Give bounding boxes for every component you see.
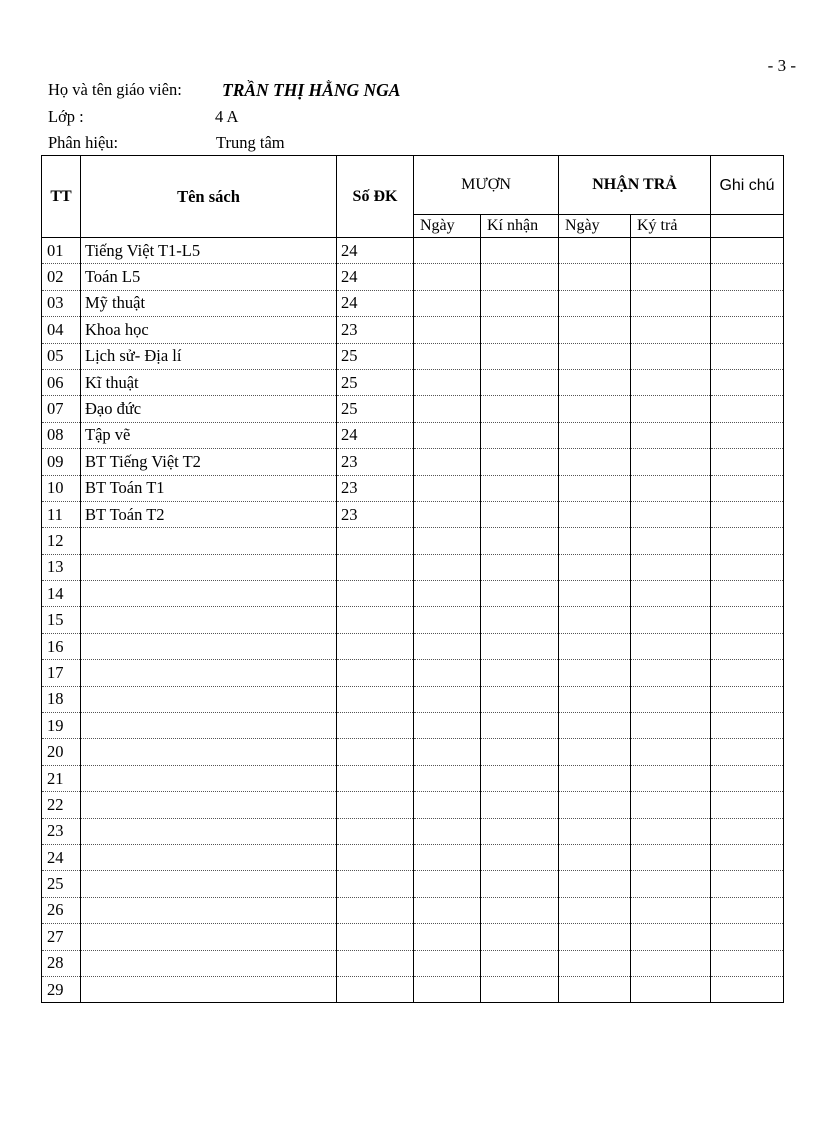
return-date-cell	[559, 475, 631, 501]
registration-count	[337, 660, 414, 686]
return-signature-cell	[631, 950, 711, 976]
table-row	[42, 528, 784, 554]
registration-count	[337, 554, 414, 580]
registration-count	[337, 792, 414, 818]
return-signature-cell	[631, 607, 711, 633]
return-date-cell	[559, 343, 631, 369]
return-signature-cell	[631, 343, 711, 369]
registration-count	[337, 713, 414, 739]
borrow-date-cell	[414, 475, 481, 501]
teacher-label: Họ và tên giáo viên:	[48, 80, 182, 99]
receive-signature-cell	[481, 501, 559, 527]
registration-count: 24	[337, 238, 414, 264]
return-signature-cell	[631, 686, 711, 712]
row-number: 11	[42, 501, 81, 527]
teacher-line	[48, 80, 401, 100]
return-date-cell	[559, 871, 631, 897]
table-row	[42, 739, 784, 765]
return-date-cell	[559, 686, 631, 712]
page-number: - 3 -	[767, 56, 796, 75]
registration-count	[337, 686, 414, 712]
row-number: 02	[42, 264, 81, 290]
borrow-date-cell	[414, 871, 481, 897]
row-number: 06	[42, 369, 81, 395]
book-title	[81, 554, 337, 580]
borrow-date-cell	[414, 713, 481, 739]
table-row	[42, 449, 784, 475]
registration-count	[337, 897, 414, 923]
col-header-note: Ghi chú	[711, 156, 784, 215]
row-number: 04	[42, 317, 81, 343]
book-title: BT Toán T2	[81, 501, 337, 527]
return-date-cell	[559, 238, 631, 264]
registration-count: 25	[337, 343, 414, 369]
table-row	[42, 264, 784, 290]
note-cell	[711, 238, 784, 264]
row-number: 23	[42, 818, 81, 844]
receive-signature-cell	[481, 264, 559, 290]
note-cell	[711, 449, 784, 475]
note-cell	[711, 501, 784, 527]
row-number: 26	[42, 897, 81, 923]
return-signature-cell	[631, 396, 711, 422]
row-number: 22	[42, 792, 81, 818]
borrow-date-cell	[414, 422, 481, 448]
registration-count: 23	[337, 317, 414, 343]
class-line	[48, 107, 239, 127]
registration-count: 23	[337, 475, 414, 501]
note-cell	[711, 871, 784, 897]
row-number: 08	[42, 422, 81, 448]
table-row	[42, 660, 784, 686]
return-date-cell	[559, 765, 631, 791]
row-number: 15	[42, 607, 81, 633]
note-cell	[711, 976, 784, 1002]
note-cell	[711, 343, 784, 369]
receive-signature-cell	[481, 792, 559, 818]
return-signature-cell	[631, 264, 711, 290]
borrow-date-cell	[414, 528, 481, 554]
row-number: 03	[42, 290, 81, 316]
registration-count	[337, 818, 414, 844]
row-number: 14	[42, 581, 81, 607]
book-title: Tiếng Việt T1-L5	[81, 238, 337, 264]
row-number: 17	[42, 660, 81, 686]
return-date-cell	[559, 290, 631, 316]
note-cell	[711, 422, 784, 448]
book-title: Toán L5	[81, 264, 337, 290]
book-title	[81, 976, 337, 1002]
book-title: Khoa học	[81, 317, 337, 343]
row-number: 13	[42, 554, 81, 580]
return-signature-cell	[631, 871, 711, 897]
registration-count	[337, 871, 414, 897]
receive-signature-cell	[481, 396, 559, 422]
borrow-date-cell	[414, 501, 481, 527]
borrow-date-cell	[414, 765, 481, 791]
book-title	[81, 686, 337, 712]
receive-signature-cell	[481, 924, 559, 950]
row-number: 01	[42, 238, 81, 264]
return-date-cell	[559, 369, 631, 395]
book-title	[81, 897, 337, 923]
table-row	[42, 976, 784, 1002]
return-signature-cell	[631, 449, 711, 475]
table-row	[42, 343, 784, 369]
note-cell	[711, 528, 784, 554]
registration-count	[337, 581, 414, 607]
book-title: Mỹ thuật	[81, 290, 337, 316]
return-date-cell	[559, 844, 631, 870]
return-signature-cell	[631, 897, 711, 923]
return-signature-cell	[631, 290, 711, 316]
return-date-cell	[559, 581, 631, 607]
receive-signature-cell	[481, 818, 559, 844]
row-number: 25	[42, 871, 81, 897]
note-cell	[711, 264, 784, 290]
return-date-cell	[559, 713, 631, 739]
return-signature-cell	[631, 739, 711, 765]
book-title	[81, 950, 337, 976]
receive-signature-cell	[481, 633, 559, 659]
book-title	[81, 660, 337, 686]
registration-count: 24	[337, 422, 414, 448]
return-signature-cell	[631, 765, 711, 791]
return-date-cell	[559, 950, 631, 976]
return-signature-cell	[631, 369, 711, 395]
table-row	[42, 897, 784, 923]
borrow-date-cell	[414, 554, 481, 580]
borrow-date-cell	[414, 976, 481, 1002]
book-title	[81, 581, 337, 607]
teacher-name: TRẦN THỊ HẰNG NGA	[222, 80, 401, 100]
table-row	[42, 396, 784, 422]
return-date-cell	[559, 818, 631, 844]
return-date-cell	[559, 528, 631, 554]
borrow-date-cell	[414, 317, 481, 343]
registration-count	[337, 607, 414, 633]
registration-count: 23	[337, 449, 414, 475]
receive-signature-cell	[481, 950, 559, 976]
borrow-date-cell	[414, 792, 481, 818]
sub-header-sign-return: Ký trả	[631, 215, 711, 238]
return-signature-cell	[631, 713, 711, 739]
receive-signature-cell	[481, 871, 559, 897]
return-signature-cell	[631, 528, 711, 554]
col-header-tt: TT	[42, 156, 81, 238]
return-signature-cell	[631, 633, 711, 659]
return-date-cell	[559, 924, 631, 950]
return-date-cell	[559, 897, 631, 923]
note-cell	[711, 686, 784, 712]
registration-count	[337, 765, 414, 791]
table-row	[42, 818, 784, 844]
row-number: 24	[42, 844, 81, 870]
book-title	[81, 713, 337, 739]
book-title	[81, 792, 337, 818]
registration-count: 23	[337, 501, 414, 527]
col-header-reg: Số ĐK	[337, 156, 414, 238]
registration-count	[337, 950, 414, 976]
table-row	[42, 607, 784, 633]
book-title	[81, 739, 337, 765]
book-title: BT Toán T1	[81, 475, 337, 501]
table-row	[42, 713, 784, 739]
return-signature-cell	[631, 475, 711, 501]
borrow-date-cell	[414, 290, 481, 316]
receive-signature-cell	[481, 976, 559, 1002]
return-signature-cell	[631, 422, 711, 448]
note-cell	[711, 713, 784, 739]
receive-signature-cell	[481, 449, 559, 475]
note-cell	[711, 660, 784, 686]
return-signature-cell	[631, 660, 711, 686]
book-title	[81, 924, 337, 950]
receive-signature-cell	[481, 897, 559, 923]
return-signature-cell	[631, 501, 711, 527]
table-row	[42, 317, 784, 343]
return-date-cell	[559, 554, 631, 580]
return-date-cell	[559, 633, 631, 659]
book-title	[81, 607, 337, 633]
col-header-return: NHẬN TRẢ	[559, 156, 711, 215]
table-row	[42, 475, 784, 501]
borrow-date-cell	[414, 897, 481, 923]
registration-count	[337, 844, 414, 870]
return-signature-cell	[631, 844, 711, 870]
borrow-date-cell	[414, 950, 481, 976]
book-title	[81, 871, 337, 897]
note-cell	[711, 633, 784, 659]
receive-signature-cell	[481, 528, 559, 554]
table-row	[42, 765, 784, 791]
registration-count: 24	[337, 264, 414, 290]
registration-count	[337, 528, 414, 554]
registration-count	[337, 739, 414, 765]
row-number: 21	[42, 765, 81, 791]
registration-count	[337, 976, 414, 1002]
receive-signature-cell	[481, 581, 559, 607]
return-signature-cell	[631, 317, 711, 343]
note-cell	[711, 950, 784, 976]
table-row	[42, 290, 784, 316]
borrow-date-cell	[414, 343, 481, 369]
receive-signature-cell	[481, 713, 559, 739]
note-cell	[711, 844, 784, 870]
table-row	[42, 844, 784, 870]
branch-line	[48, 133, 285, 153]
class-value: 4 A	[215, 107, 239, 126]
table-row	[42, 633, 784, 659]
sub-header-note-blank	[711, 215, 784, 238]
col-header-borrow: MƯỢN	[414, 156, 559, 215]
borrow-date-cell	[414, 581, 481, 607]
return-date-cell	[559, 976, 631, 1002]
row-number: 16	[42, 633, 81, 659]
row-number: 29	[42, 976, 81, 1002]
note-cell	[711, 554, 784, 580]
ledger-body	[42, 238, 784, 1003]
return-signature-cell	[631, 818, 711, 844]
receive-signature-cell	[481, 317, 559, 343]
borrow-date-cell	[414, 238, 481, 264]
row-number: 20	[42, 739, 81, 765]
borrow-date-cell	[414, 633, 481, 659]
receive-signature-cell	[481, 844, 559, 870]
return-date-cell	[559, 449, 631, 475]
row-number: 09	[42, 449, 81, 475]
note-cell	[711, 818, 784, 844]
receive-signature-cell	[481, 343, 559, 369]
borrow-date-cell	[414, 686, 481, 712]
borrow-date-cell	[414, 660, 481, 686]
return-date-cell	[559, 501, 631, 527]
return-signature-cell	[631, 976, 711, 1002]
note-cell	[711, 475, 784, 501]
return-date-cell	[559, 264, 631, 290]
note-cell	[711, 739, 784, 765]
borrow-date-cell	[414, 607, 481, 633]
receive-signature-cell	[481, 607, 559, 633]
return-date-cell	[559, 660, 631, 686]
note-cell	[711, 317, 784, 343]
table-row	[42, 238, 784, 264]
return-signature-cell	[631, 238, 711, 264]
table-row	[42, 950, 784, 976]
return-signature-cell	[631, 554, 711, 580]
borrow-date-cell	[414, 396, 481, 422]
receive-signature-cell	[481, 739, 559, 765]
row-number: 12	[42, 528, 81, 554]
row-number: 28	[42, 950, 81, 976]
row-number: 10	[42, 475, 81, 501]
receive-signature-cell	[481, 238, 559, 264]
note-cell	[711, 396, 784, 422]
borrow-date-cell	[414, 818, 481, 844]
table-row	[42, 369, 784, 395]
book-title	[81, 818, 337, 844]
sub-header-borrow-date: Ngày	[414, 215, 481, 238]
note-cell	[711, 369, 784, 395]
table-row	[42, 924, 784, 950]
borrow-date-cell	[414, 369, 481, 395]
registration-count	[337, 924, 414, 950]
book-title	[81, 633, 337, 659]
borrow-date-cell	[414, 844, 481, 870]
receive-signature-cell	[481, 660, 559, 686]
registration-count: 24	[337, 290, 414, 316]
registration-count: 25	[337, 369, 414, 395]
borrow-date-cell	[414, 924, 481, 950]
note-cell	[711, 924, 784, 950]
borrow-date-cell	[414, 449, 481, 475]
branch-label: Phân hiệu:	[48, 133, 119, 152]
return-signature-cell	[631, 924, 711, 950]
note-cell	[711, 792, 784, 818]
table-row	[42, 422, 784, 448]
return-date-cell	[559, 317, 631, 343]
return-date-cell	[559, 422, 631, 448]
col-header-book: Tên sách	[81, 156, 337, 238]
row-number: 27	[42, 924, 81, 950]
row-number: 18	[42, 686, 81, 712]
receive-signature-cell	[481, 765, 559, 791]
book-title: Kĩ thuật	[81, 369, 337, 395]
receive-signature-cell	[481, 369, 559, 395]
table-row	[42, 501, 784, 527]
receive-signature-cell	[481, 686, 559, 712]
note-cell	[711, 581, 784, 607]
book-title: Tập vẽ	[81, 422, 337, 448]
table-row	[42, 792, 784, 818]
registration-count	[337, 633, 414, 659]
return-signature-cell	[631, 581, 711, 607]
return-date-cell	[559, 607, 631, 633]
book-title	[81, 765, 337, 791]
borrow-date-cell	[414, 264, 481, 290]
note-cell	[711, 765, 784, 791]
sub-header-sign-receive: Kí nhận	[481, 215, 559, 238]
table-row	[42, 686, 784, 712]
row-number: 07	[42, 396, 81, 422]
return-date-cell	[559, 396, 631, 422]
note-cell	[711, 607, 784, 633]
return-date-cell	[559, 792, 631, 818]
note-cell	[711, 290, 784, 316]
borrow-date-cell	[414, 739, 481, 765]
row-number: 05	[42, 343, 81, 369]
receive-signature-cell	[481, 290, 559, 316]
return-signature-cell	[631, 792, 711, 818]
sub-header-return-date: Ngày	[559, 215, 631, 238]
row-number: 19	[42, 713, 81, 739]
book-title: Lịch sử- Địa lí	[81, 343, 337, 369]
branch-value: Trung tâm	[216, 133, 285, 152]
receive-signature-cell	[481, 475, 559, 501]
receive-signature-cell	[481, 422, 559, 448]
book-title: BT Tiếng Việt T2	[81, 449, 337, 475]
book-title: Đạo đức	[81, 396, 337, 422]
book-ledger-table	[41, 155, 784, 1003]
class-label: Lớp :	[48, 107, 84, 126]
note-cell	[711, 897, 784, 923]
receive-signature-cell	[481, 554, 559, 580]
book-title	[81, 844, 337, 870]
table-row	[42, 871, 784, 897]
return-date-cell	[559, 739, 631, 765]
book-title	[81, 528, 337, 554]
table-row	[42, 554, 784, 580]
table-row	[42, 581, 784, 607]
registration-count: 25	[337, 396, 414, 422]
